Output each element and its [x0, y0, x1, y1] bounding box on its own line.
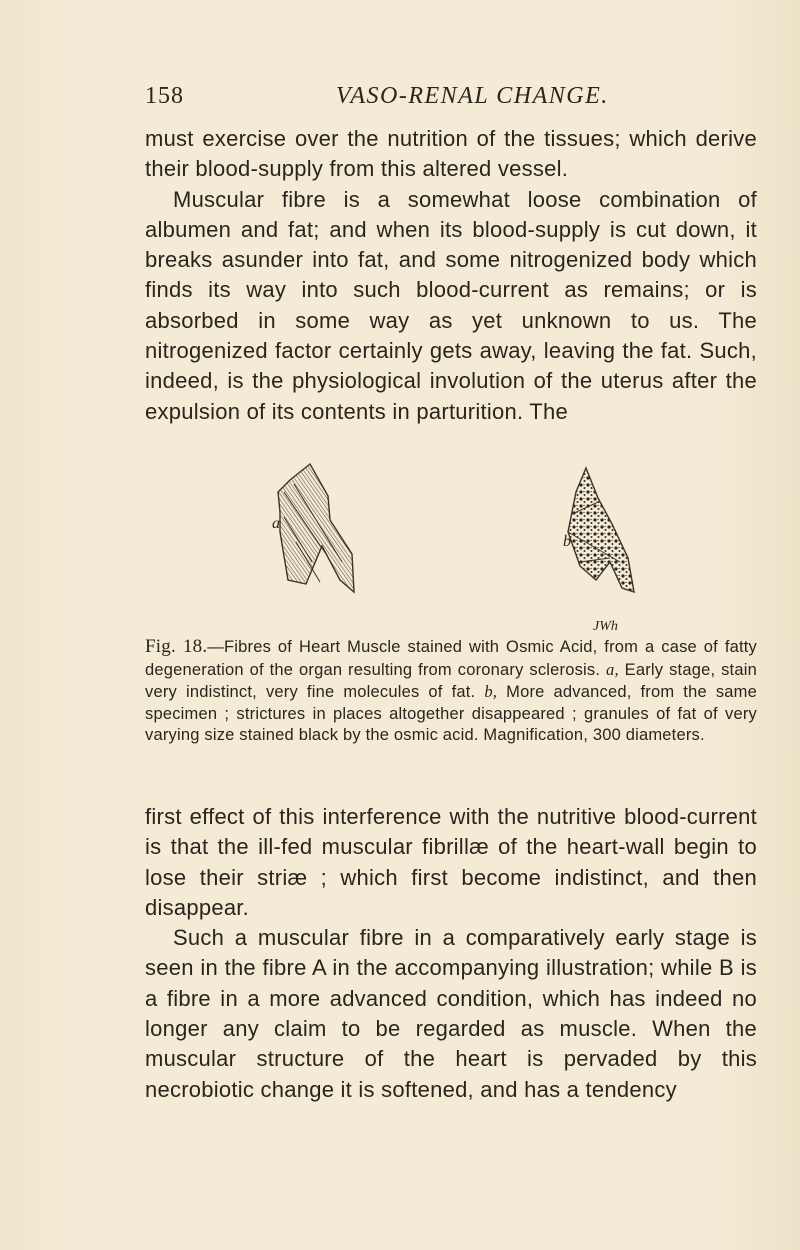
- caption-intro: —Fibres of Heart Muscle stained with Osmic Acid, from a case of fatty degeneration of the organ resulting from coronary sclerosis.: [145, 638, 757, 679]
- page-number: 158: [145, 83, 184, 109]
- figure-caption: [145, 636, 757, 747]
- label-a: a: [272, 515, 280, 532]
- running-title: VASO-RENAL CHANGE.: [336, 83, 609, 109]
- paragraph: Muscular fibre is a somewhat loose combination of albumen and fat; and when its blood-supply is cut down, it breaks asunder into fat, and some nitrogenized body which finds its way into such blood-current as remains; or is absorbed in some way as yet unknown to us. The nitrogenized factor certainly gets away, leaving the fat. Such, indeed, is the physiological involution of the uterus after the expulsion of its contents in parturition. The: [145, 186, 757, 424]
- fibre-drawing: [250, 462, 710, 634]
- label-b: b: [563, 533, 571, 550]
- artist-signature: JWh: [593, 619, 618, 634]
- figure-number: Fig. 18.: [145, 636, 208, 657]
- body-text-bottom: [145, 802, 757, 1105]
- caption-a-text: Early stage, stain very indistinct, very fine molecules of fat.: [145, 660, 757, 702]
- paragraph: Such a muscular fibre in a comparatively early stage is seen in the fibre A in the accompanying illustration; while B is a fibre in a more advanced condition, which has indeed no longer any claim to be regarded as muscle. When the muscular structure of the heart is pervaded by this necrobiotic change it is softened, and has a tendency: [145, 925, 757, 1102]
- figure-illustration: [250, 462, 710, 634]
- paragraph: first effect of this interference with the nutritive blood-current is that the ill-fed muscular fibrillæ of the heart-wall begin to lose their striæ ; which first become indistinct, and then disappear.: [145, 804, 757, 920]
- fibre-b: [568, 468, 634, 592]
- caption-a-letter: a,: [606, 659, 619, 679]
- body-text-top: [145, 124, 757, 427]
- caption-b-text: More advanced, from the same specimen ; strictures in places altogether disappeared ; granules of fat of very varying size stained black by the osmic acid. Magnification, 300 diameters.: [145, 683, 757, 745]
- paragraph: must exercise over the nutrition of the tissues; which derive their blood-supply from this altered vessel.: [145, 126, 757, 182]
- caption-b-letter: b,: [484, 682, 498, 702]
- fibre-a: [278, 464, 354, 592]
